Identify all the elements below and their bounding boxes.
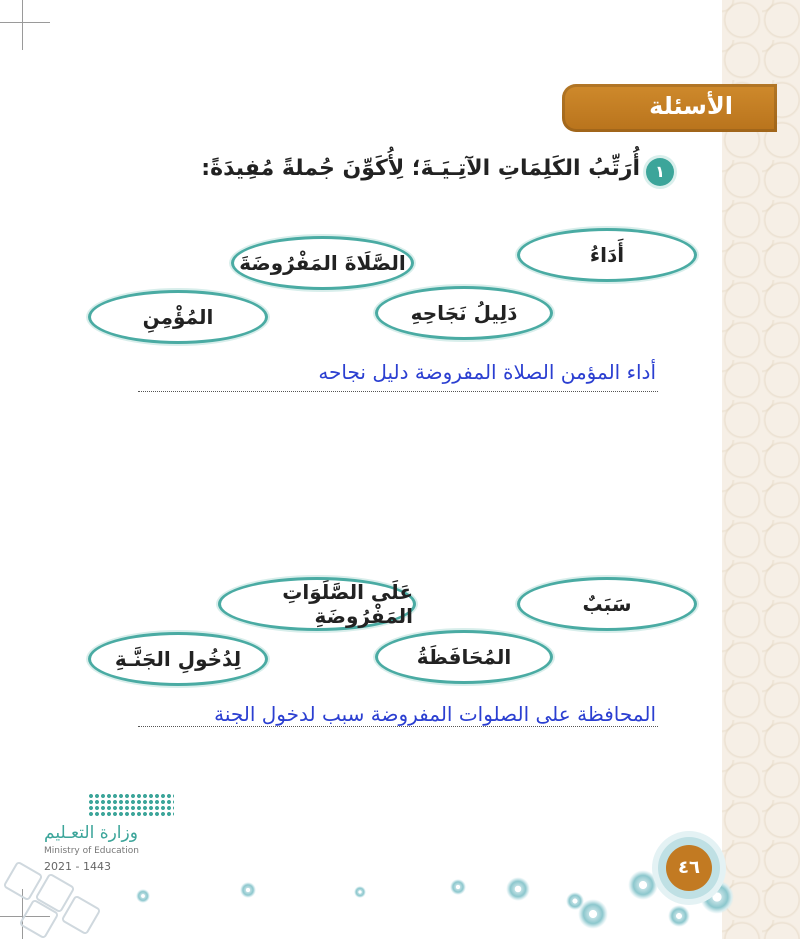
flower-decoration-icon bbox=[668, 905, 690, 927]
ministry-logo-icon bbox=[88, 793, 174, 817]
word-oval: المُحَافَظَةُ bbox=[375, 630, 553, 684]
word-oval: الصَّلَاةَ المَفْرُوضَةَ bbox=[231, 236, 414, 290]
answer-line-1: أداء المؤمن الصلاة المفروضة دليل نجاحه bbox=[318, 360, 656, 384]
flower-decoration-icon bbox=[240, 882, 256, 898]
flower-decoration-icon bbox=[578, 899, 608, 929]
flower-decoration-icon bbox=[700, 880, 734, 914]
flower-decoration-icon bbox=[136, 889, 150, 903]
word-oval: دَلِيلُ نَجَاحِهِ bbox=[375, 286, 553, 340]
flower-decoration-icon bbox=[450, 879, 466, 895]
page-number-badge: ٤٦ bbox=[666, 845, 712, 891]
word-oval: عَلَى الصَّلَوَاتِ المَفْرُوضَةِ bbox=[218, 577, 416, 631]
word-oval: لِدُخُولِ الجَنَّـةِ bbox=[88, 632, 268, 686]
question-number-badge: ١ bbox=[646, 158, 674, 186]
crop-mark bbox=[0, 22, 50, 23]
crop-mark bbox=[22, 0, 23, 50]
word-oval: سَبَبٌ bbox=[517, 577, 697, 631]
flower-decoration-icon bbox=[354, 886, 366, 898]
dotted-answer-line bbox=[138, 726, 658, 727]
section-title: الأسئلة bbox=[649, 92, 733, 120]
section-header-tab bbox=[562, 84, 777, 132]
ministry-name-english: Ministry of Education bbox=[44, 846, 139, 856]
question-text: أُرَتِّبُ الكَلِمَاتِ الآتِـيَـةَ؛ لِأُكَوِّنَ جُملةً مُفِيدَةً: bbox=[201, 156, 640, 181]
decorative-pattern-strip bbox=[722, 0, 800, 939]
flower-decoration-icon bbox=[628, 870, 658, 900]
answer-line-2: المحافظة على الصلوات المفروضة سبب لدخول الجنة bbox=[214, 702, 656, 726]
edition-year: 2021 - 1443 bbox=[44, 860, 111, 873]
word-oval: أَدَاءُ bbox=[517, 228, 697, 282]
flower-decoration-icon bbox=[506, 877, 530, 901]
ministry-name-arabic: وزارة التعـليم bbox=[44, 823, 138, 843]
word-oval: المُؤْمِنِ bbox=[88, 290, 268, 344]
dotted-answer-line bbox=[138, 391, 658, 392]
